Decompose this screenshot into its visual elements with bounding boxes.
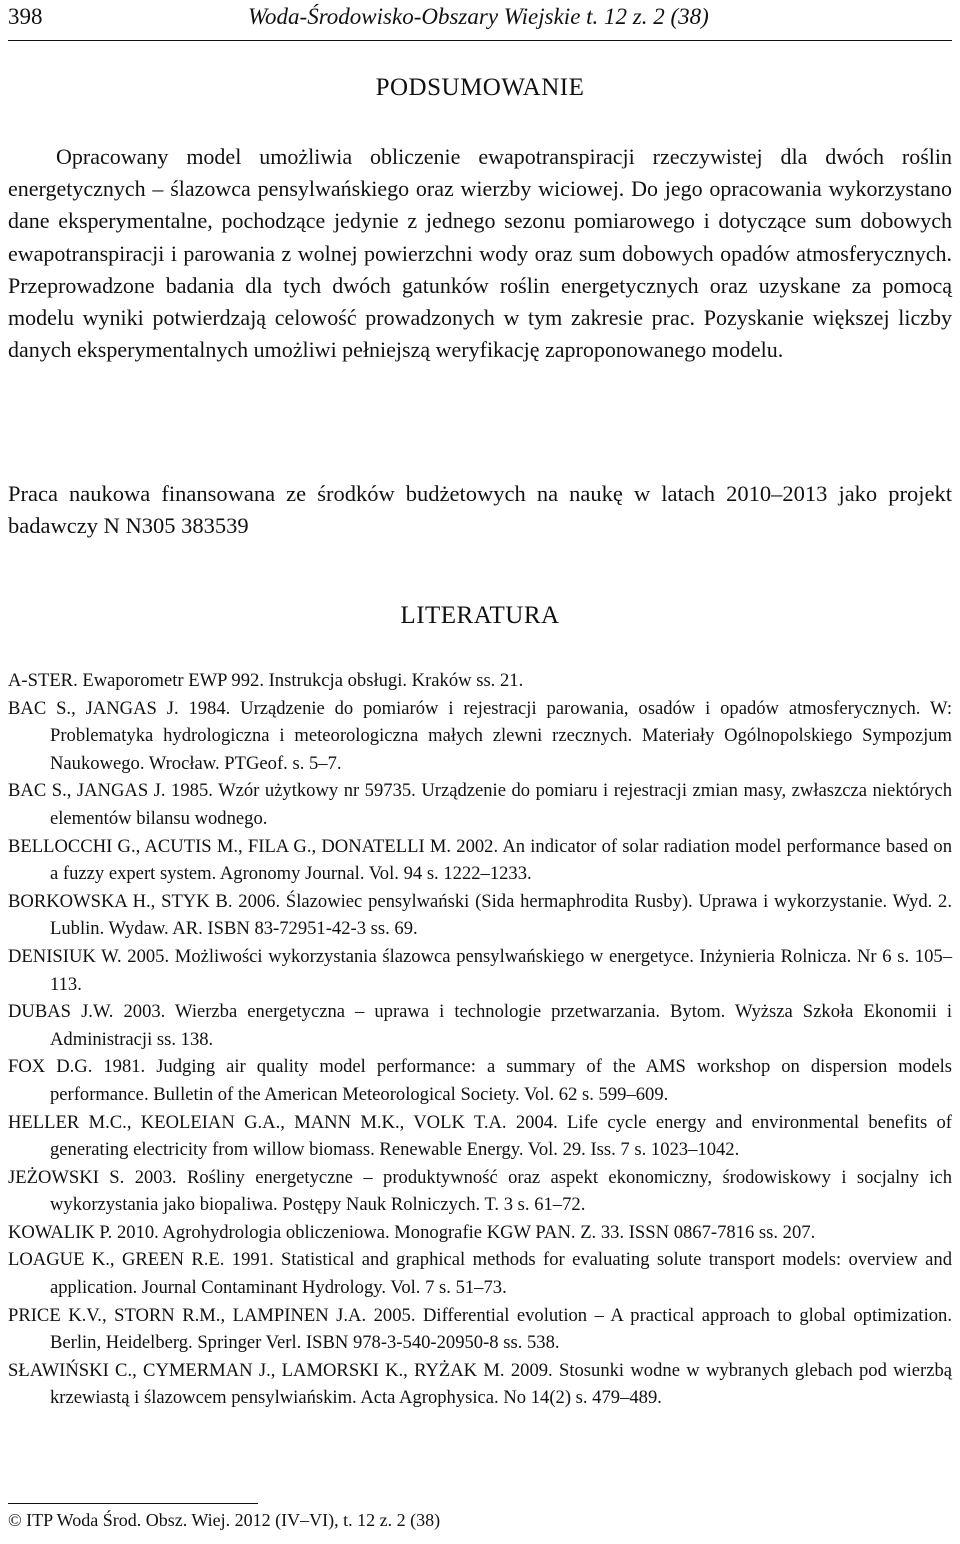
reference-item: BORKOWSKA H., STYK B. 2006. Ślazowiec pensylwański (Sida hermaphrodita Rusby). Uprawa i wykorzystanie. Wyd. 2. Lublin. Wydaw. AR. ISBN 83-72951-42-3 ss. 69. [8,890,952,940]
copyright-footer [8,1510,952,1531]
reference-item: JEŻOWSKI S. 2003. Rośliny energetyczne – produktywność oraz aspekt ekonomiczny, środowiskowy i socjalny ich wykorzystania jako biopaliwa. Postępy Nauk Rolniczych. T. 3 s. 61–72. [8,1166,952,1216]
reference-item: DENISIUK W. 2005. Możliwości wykorzystania ślazowca pensylwańskiego w energetyce. Inżynieria Rolnicza. Nr 6 s. 105–113. [8,945,952,995]
reference-item: HELLER M.C., KEOLEIAN G.A., MANN M.K., VOLK T.A. 2004. Life cycle energy and environmental benefits of generating electricity from willow biomass. Renewable Energy. Vol. 29. Iss. 7 s. 1023–1042. [8,1111,952,1161]
copyright-text: © ITP Woda Środ. Obsz. Wiej. 2012 (IV–VI), t. 12 z. 2 (38) [8,1510,441,1530]
reference-item: SŁAWIŃSKI C., CYMERMAN J., LAMORSKI K., RYŻAK M. 2009. Stosunki wodne w wybranych glebach pod wierzbą krzewiastą i ślazowcem pensylwiańskim. Acta Agrophysica. No 14(2) s. 479–489. [8,1359,952,1409]
reference-item: KOWALIK P. 2010. Agrohydrologia obliczeniowa. Monografie KGW PAN. Z. 33. ISSN 0867-7816 ss. 207. [8,1221,816,1243]
reference-item: BAC S., JANGAS J. 1984. Urządzenie do pomiarów i rejestracji parowania, osadów i opadów atmosferycznych. W: Problematyka hydrologiczna i meteorologiczna małych zlewni rzecznych. Materiały Ogólnopolskiego Sympozjum Naukowego. Wrocław. PTGeof. s. 5–7. [8,697,952,774]
journal-title: Woda-Środowisko-Obszary Wiejskie t. 12 z. 2 (38) [248,4,709,29]
running-header [8,4,952,44]
reference-item: LOAGUE K., GREEN R.E. 1991. Statistical and graphical methods for evaluating solute transport models: overview and application. Journal Contaminant Hydrology. Vol. 7 s. 51–73. [8,1249,952,1299]
literature-heading: LITERATURA [400,602,560,629]
funding-note: Praca naukowa finansowana ze środków budżetowych na naukę w latach 2010–2013 jako projekt badawczy N N305 383539 [8,481,952,538]
reference-item: A-STER. Ewaporometr EWP 992. Instrukcja obsługi. Kraków ss. 21. [8,670,524,691]
reference-item: PRICE K.V., STORN R.M., LAMPINEN J.A. 2005. Differential evolution – A practical approach to global optimization. Berlin, Heidelberg. Springer Verl. ISBN 978-3-540-20950-8 ss. 538. [8,1304,952,1354]
reference-item: BAC S., JANGAS J. 1985. Wzór użytkowy nr 59735. Urządzenie do pomiaru i rejestracji zmian masy, zwłaszcza niektórych elementów bilansu wodnego. [8,780,952,829]
header-rule [8,40,952,41]
reference-item: BELLOCCHI G., ACUTIS M., FILA G., DONATELLI M. 2002. An indicator of solar radiation model performance based on a fuzzy expert system. Agronomy Journal. Vol. 94 s. 1222–1233. [8,835,952,885]
reference-list [8,667,952,1412]
reference-item: DUBAS J.W. 2003. Wierzba energetyczna – uprawa i technologie przetwarzania. Bytom. Wyższa Szkoła Ekonomii i Administracji ss. 138. [8,1001,952,1050]
summary-paragraph: Opracowany model umożliwia obliczenie ewapotranspiracji rzeczywistej dla dwóch roślin energetycznych – ślazowca pensylwańskiego oraz wierzby wiciowej. Do jego opracowania wykorzystano dane eksperymentalne, pochodzące jedynie z jednego sezonu pomiarowego i dotyczące sum dobowych ewapotranspiracji i parowania z wolnej powierzchni wody oraz sum dobowych opadów atmosferycznych. Przeprowadzone badania dla tych dwóch gatunków roślin energetycznych oraz uzyskane za pomocą modelu wyniki potwierdzają celowość prowadzonych w tym zakresie prac. Pozyskanie większej liczby danych eksperymentalnych umożliwi pełniejszą weryfikację zaproponowanego modelu. [8,144,952,363]
reference-item: FOX D.G. 1981. Judging air quality model performance: a summary of the AMS workshop on dispersion models performance. Bulletin of the American Meteorological Society. Vol. 62 s. 599–609. [8,1056,952,1105]
summary-heading: PODSUMOWANIE [375,74,585,101]
footer-rule [8,1503,258,1504]
page-number: 398 [8,4,43,29]
